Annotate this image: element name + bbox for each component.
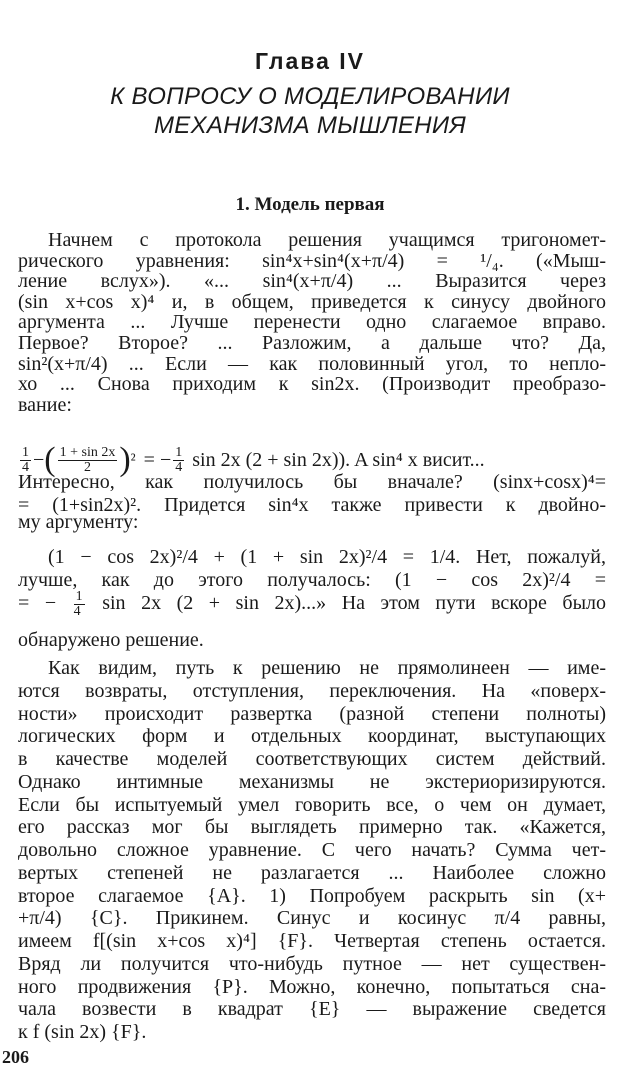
exponent: ² (130, 450, 136, 469)
equals-sign: = − (143, 448, 172, 471)
text-line-formula (18, 590, 606, 619)
text-line: Интересно, как получилось бы вначале? (sinx+cosx)⁴= (18, 471, 606, 493)
text-line: имеем f[(sin x+cos x)⁴] {F}. Четвертая степень остается. (18, 930, 606, 952)
text-line: му аргументу: (18, 511, 139, 533)
fraction (74, 590, 85, 619)
text-line: (sin x+cos x)⁴ и, в общем, приведется к синусу двойного (18, 290, 606, 313)
equals-minus: = − (18, 592, 57, 615)
numerator: 1 (22, 444, 29, 460)
fraction (20, 446, 31, 475)
chapter-heading: Глава IV (254, 48, 366, 74)
text-line: обнаружено решение. (18, 629, 204, 651)
section-heading: 1. Модель первая (235, 194, 385, 215)
chapter-title-line-1: К ВОПРОСУ О МОДЕЛИРОВАНИИ (110, 83, 510, 110)
minus-sign: − (33, 448, 45, 471)
formula-line (18, 440, 606, 480)
numerator: 1 + sin 2x (59, 444, 116, 460)
fraction (58, 446, 118, 475)
text-line: Начнем с протокола решения учащимся тригономет- (48, 229, 606, 251)
formula-text: sin 2x (2 + sin 2x)). A sin⁴ x висит... (192, 448, 485, 471)
text-line: (1 − cos 2x)²/4 + (1 + sin 2x)²/4 = 1/4. Нет, пожалуй, (48, 546, 606, 568)
denominator: 4 (73, 604, 81, 619)
chapter-title-line-2: МЕХАНИЗМА МЫШЛЕНИЯ (154, 112, 466, 139)
formula-text: sin 2x (2 + sin 2x)...» На этом пути вскоре было (102, 592, 607, 615)
text-line: +π/4) {C}. Прикинем. Синус и косинус π/4 равны, (18, 907, 606, 930)
text-line: ются возвраты, отступления, переключения. На «поверх- (18, 679, 606, 702)
denominator: 4 (175, 459, 183, 475)
text-line: Однако интимные механизмы не экстериоризируются. (18, 770, 606, 793)
fraction (173, 446, 184, 475)
denominator: 4 (22, 459, 29, 475)
text-line: Первое? Второе? ... Разложим, а дальше что? Да, (18, 332, 606, 354)
text-line: в качестве моделей соответствующих систем действий. (18, 748, 606, 770)
text-line: хо ... Снова приходим к sin2x. (Производит преобразо- (18, 373, 606, 396)
text-line: Если бы испытуемый умел говорить все, о чем он думает, (18, 793, 606, 816)
text-line: чала возвести в квадрат {E} — выражение сведется (18, 998, 606, 1021)
text-line: ности» происходит развертка (разной степени полноты) (18, 702, 606, 725)
numerator: 1 (75, 589, 83, 604)
text-line: рического уравнения: sin⁴x+sin⁴(x+π/4) = ¹/₄. («Мыш- (18, 249, 606, 272)
text-line: Вряд ли получится что-нибудь путное — нет существен- (18, 952, 606, 975)
text-line: логических форм и отдельных координат, выступающих (18, 725, 606, 748)
text-line: второе слагаемое {A}. 1) Попробуем раскрыть sin (x+ (18, 884, 606, 907)
text-line: вертых степеней не разлагается ... Наиболее сложно (18, 861, 606, 884)
text-line: ного продвижения {P}. Можно, конечно, попытаться сна- (18, 975, 606, 998)
text-line: вание: (18, 393, 72, 416)
text-line: его рассказ мог бы выглядеть примерно так. «Кажется, (18, 816, 606, 839)
denominator: 2 (83, 459, 91, 475)
text-line: ление вслух»). «... sin⁴(x+π/4) ... Выразится через (18, 270, 606, 293)
paren-close: ) (119, 441, 131, 478)
text-line: к f (sin 2x) {F}. (18, 1021, 147, 1043)
text-line: sin²(x+π/4) ... Если — как половинный угол, то непло- (18, 352, 606, 375)
text-line: довольно сложное уравнение. С чего начать? Сумма чет- (18, 839, 606, 861)
text-line: = (1+sin2x)². Придется sin⁴x также привести к двойно- (18, 494, 606, 516)
numerator: 1 (175, 444, 183, 460)
paren-open: ( (44, 441, 56, 478)
text-line: аргумента ... Лучше перенести одно слагаемое вправо. (18, 311, 606, 334)
page-number: 206 (2, 1047, 29, 1067)
text-line: лучше, как до этого получалось: (1 − cos 2x)²/4 = (18, 569, 606, 591)
text-line: Как видим, путь к решению не прямолинеен — име- (48, 657, 606, 679)
